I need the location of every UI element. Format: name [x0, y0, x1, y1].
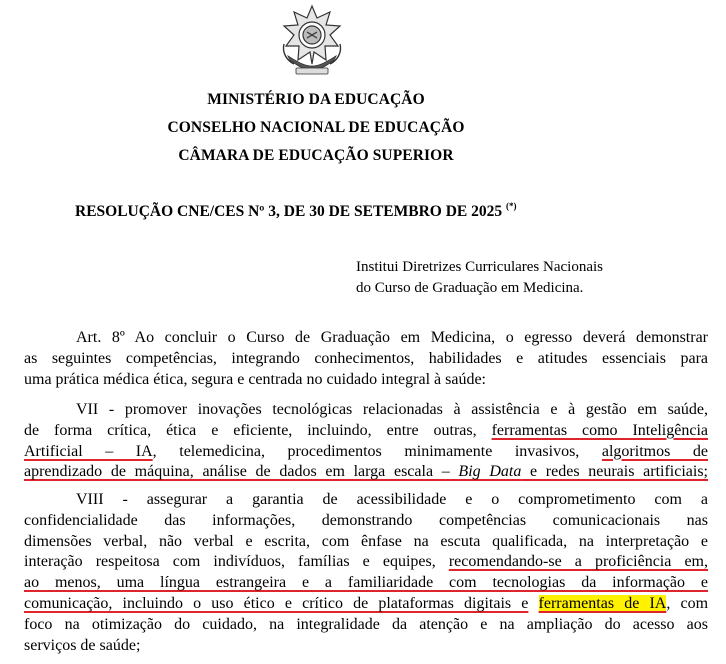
council-heading: CONSELHO NACIONAL DE EDUCAÇÃO [167, 119, 465, 136]
text-run [528, 595, 538, 612]
ementa-line: Institui Diretrizes Curriculares Nacionais [356, 259, 604, 275]
underlined-text: comunicação, incluindo o uso ético e crítico de plataformas digitais e [24, 594, 529, 612]
footnote-mark: (*) [506, 201, 517, 211]
text-run: , telemedicina, procedimentos minimamente invasivos, [152, 442, 602, 460]
underlined-text: Artificial – IA [24, 442, 153, 460]
italic-text: Big Data [458, 463, 522, 481]
paragraph-line: VII - promover inovações tecnológicas relacionadas à assistência e à gestão em saúde, [76, 401, 708, 418]
paragraph-line: foco na otimização do cuidado, na integralidade da atenção e na ampliação do acesso aos [24, 615, 708, 633]
paragraph-line [24, 462, 708, 483]
paragraph-line: as seguintes competências, integrando conhecimentos, habilidades e atitudes essenciais para [24, 349, 708, 367]
ementa-line: do Curso de Graduação em Medicina. [356, 280, 584, 296]
paragraph-line: confidencialidade das informações, demonstrando competências comunicacionais nas [24, 511, 708, 529]
text-run: , com [666, 594, 709, 612]
text-run: de forma crítica, ética e eficiente, incluindo, entre outras, [24, 421, 492, 439]
highlighted-text: ferramentas de IA [538, 594, 667, 612]
paragraph-line: serviços de saúde; [24, 636, 141, 654]
item-vii-paragraph [24, 400, 708, 483]
brazil-coat-of-arms-icon [276, 4, 348, 78]
chamber-heading: CÂMARA DE EDUCAÇÃO SUPERIOR [178, 147, 454, 164]
ministry-heading: MINISTÉRIO DA EDUCAÇÃO [207, 91, 425, 108]
paragraph-line: uma prática médica ética, segura e centrada no cuidado integral à saúde: [24, 370, 486, 388]
article-8-paragraph [24, 328, 708, 390]
paragraph-line [24, 594, 708, 615]
underlined-text: ferramentas como Inteligência [491, 421, 708, 439]
resolution-title [75, 201, 517, 221]
item-viii-paragraph [24, 490, 708, 656]
paragraph-line [24, 552, 708, 573]
underlined-text: algoritmos de [601, 442, 708, 460]
ementa [356, 257, 676, 299]
paragraph-line [24, 573, 708, 594]
paragraph-line: dimensões verbal, não verbal e escrita, com ênfase na escuta qualificada, na interpretação e [24, 532, 708, 550]
text-run: interação respeitosa com indivíduos, famílias e equipes, [24, 553, 449, 571]
underlined-text: ao menos, uma língua estrangeira e a familiaridade com tecnologias da informação e [24, 574, 708, 592]
underlined-text: recomendando-se a proficiência em, [448, 553, 708, 571]
resolution-title-text: RESOLUÇÃO CNE/CES Nº 3, DE 30 DE SETEMBRO DE 2025 [75, 203, 503, 220]
paragraph-line: VIII - assegurar a garantia de acessibilidade e o comprometimento com a [76, 491, 708, 508]
text-run: e redes neurais artificiais; [521, 463, 708, 481]
paragraph-line [24, 442, 708, 463]
underlined-text [24, 463, 708, 480]
paragraph-line [24, 421, 708, 442]
text-run: aprendizado de máquina, análise de dados em larga escala – [24, 463, 459, 481]
paragraph-line: Art. 8º Ao concluir o Curso de Graduação em Medicina, o egresso deverá demonstrar [76, 329, 708, 346]
